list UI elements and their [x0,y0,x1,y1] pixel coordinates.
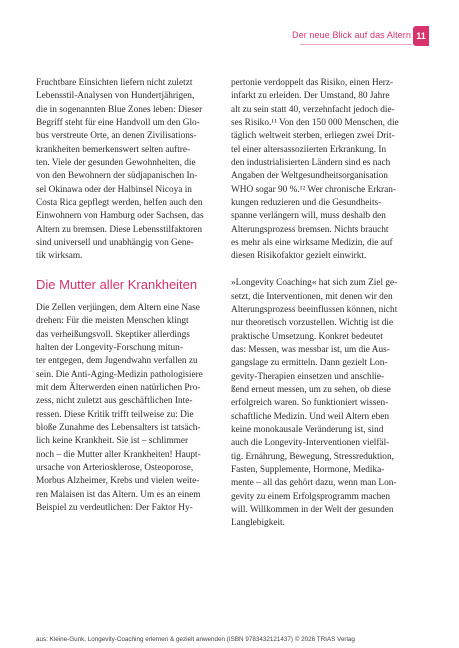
text-line: ter entgegen, dem Jugendwahn verfallen zu [36,356,198,367]
text-line: Die Zellen verjüngen, dem Altern eine Nase [36,302,200,313]
text-line: Lebensstil-Analysen von Hundertjährigen, [36,91,195,102]
text-line: WHO sogar 90 %.¹² Wer chronische Erkran- [231,184,396,195]
text-line: das: Messen, was messbar ist, um die Aus- [231,344,390,355]
text-line: tig. Ernährung, Bewegung, Stressreduktion, [231,451,394,462]
text-line: die in sogenannten Blue Zones leben: Dieser [36,104,203,115]
text-line: setzt, die Interventionen, mit denen wir den [231,291,393,302]
text-line: Fruchtbare Einsichten liefern nicht zuletzt [36,78,193,88]
text-line: ßend erneut messen, um zu sehen, ob diese [231,384,391,395]
text-line: drehen: Für die meisten Menschen klingt [36,316,189,327]
text-line: »Longevity Coaching« hat sich zum Ziel ge- [231,278,398,289]
right-column [231,77,414,531]
text-line: lich keine Krankheit. Sie ist – schlimmer [36,436,189,447]
text-line: tel einer altersassoziierten Erkrankung. In [231,144,387,155]
text-line: ren Malaisen ist das Altern. Um es an einem [36,489,201,500]
text-line: tik wirksam. [36,251,83,262]
text-line: das verheißungsvoll. Skeptiker allerdings [36,329,190,340]
text-line: infarkt zu erleiden. Der Umstand, 80 Jahre [231,91,390,102]
text-line: zess, nicht zuletzt aus geschäftlichen Inte- [36,396,193,407]
text-line: keine monokausale Veränderung ist, sind [231,424,384,435]
text-line: Langlebigkeit. [231,518,285,529]
text-line: Altern zu bremsen. Diese Lebensstilfaktoren [36,224,202,235]
running-header [0,26,459,46]
text-line: Fasten, Supplemente, Hormone, Medika- [231,464,385,475]
text-line: pertonie verdoppelt das Risiko, einen Herz- [231,78,394,88]
left-column [36,77,217,515]
right-paragraph-2 [231,277,414,531]
text-line: den industrialisierten Ländern sind es nach [231,158,391,169]
text-line: krankheiten bemerkenswert selten auftre- [36,144,191,155]
text-line: mit dem Älterwerden einen natürlichen Pro- [36,382,201,393]
text-line: Costa Rica gepflegt werden, helfen auch den [36,198,203,209]
text-line: auch die Longevity-Interventionen vielfäl- [231,438,390,449]
text-line: gevity zu einem Erfolgsprogramm machen [231,491,391,502]
paragraph-gap [231,264,414,277]
text-line: Morbus Alzheimer, Krebs und vielen weite- [36,476,200,487]
text-line: diesen Risikofaktor gezielt einwirkt. [231,251,367,262]
text-line: halten der Longevity-Forschung mitun- [36,342,183,353]
text-line: gangslage zu ermitteln. Dann gezielt Lon- [231,358,388,369]
text-line: ses Risiko.¹¹ Von den 150 000 Menschen, die [231,118,399,129]
text-line: es mehr als eine wirksame Medizin, die auf [231,238,393,249]
text-line: ressen. Diese Kritik trifft teilweise zu: Die [36,409,194,420]
text-line: sel Okinawa oder der Halbinsel Nicoya in [36,184,192,195]
text-line: Beispiel zu verdeutlichen: Der Faktor Hy- [36,502,193,513]
text-line: sind universell und unabhängig von Gene- [36,238,194,249]
text-line: schaftliche Medizin. Und weil Altern eben [231,411,389,422]
text-line: Angaben der Weltgesundheitsorganisation [231,171,388,182]
text-line: nur theoretisch vorzustellen. Wichtig ist die [231,318,394,329]
text-line: bloße Zunahme des Lebensalters ist tatsäch- [36,422,201,433]
text-line: noch – die Mutter aller Krankheiten! Haupt- [36,449,201,460]
section-heading: Die Mutter aller Krankheiten [36,276,198,292]
text-line: will. Willkommen in der Welt der gesunden [231,505,394,515]
text-line: mente – all das gehört dazu, wenn man Lon- [231,478,397,489]
footer-citation: aus: Kleine-Gunk, Longevity-Coaching erlernen & gezielt anwenden (ISBN 9783432121437) © 2026 TRIAS Verlag [36,636,355,643]
text-line: Alterungsprozess bremsen. Nichts braucht [231,224,389,235]
text-line: täglich weltweit sterben, erliegen zwei Drit- [231,131,395,142]
left-paragraph-1 [36,77,217,264]
text-line: Alterungsprozess beeinflussen können, nicht [231,304,398,315]
text-line: bus verstreute Orte, an denen Zivilisations- [36,131,197,142]
text-line: von den Bewohnern der südjapanischen In- [36,171,198,182]
text-line: kungen reduzieren und die Gesundheits- [231,198,382,209]
header-rule [300,44,411,45]
text-line: sein. Die Anti-Aging-Medizin pathologisiere [36,369,203,380]
text-line: erfolgreich waren. So funktioniert wissen- [231,398,389,409]
text-line: ten. Viele der gesunden Gewohnheiten, die [36,158,196,169]
running-header-title: Der neue Blick auf das Altern [292,30,411,40]
text-line: Begriff steht für eine Handvoll um den Glo- [36,118,200,129]
text-line: alt zu sein statt 40, verzehnfacht jedoch die- [231,104,395,115]
text-line: Einwohnern von Hamburg oder Sachsen, das [36,211,204,222]
right-paragraph-1 [231,77,414,264]
page-number: 11 [413,26,429,46]
text-line: spanne verlängern will, muss deshalb den [231,211,386,222]
left-paragraph-2 [36,302,217,516]
text-line: ursache von Arteriosklerose, Osteoporose, [36,462,194,473]
text-line: praktische Umsetzung. Konkret bedeutet [231,331,383,342]
text-line: gevity-Therapien einsetzen und anschlie- [231,371,385,382]
